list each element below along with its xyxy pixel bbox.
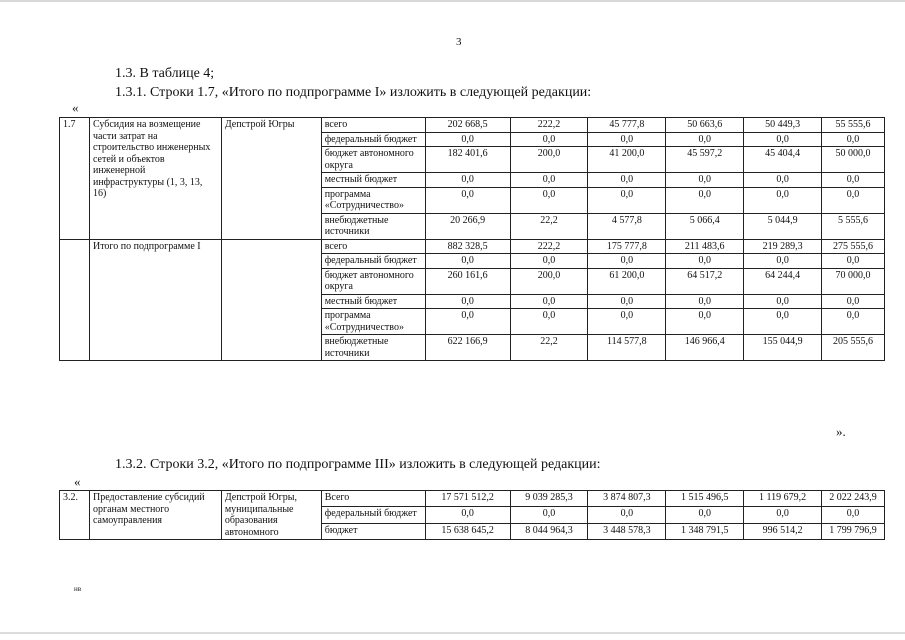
table-subprogram-1 <box>59 117 885 361</box>
amount-cell: 1 348 791,5 <box>666 523 744 539</box>
scan-edge-top <box>0 0 905 2</box>
amount-cell: 55 555,6 <box>822 118 885 133</box>
amount-cell: 0,0 <box>510 294 588 309</box>
funding-source-cell: федеральный бюджет <box>321 132 425 147</box>
funding-source-cell: федеральный бюджет <box>321 254 425 269</box>
amount-cell: 0,0 <box>666 187 744 213</box>
table-row <box>60 491 885 507</box>
amount-cell: 3 448 578,3 <box>588 523 666 539</box>
footer-mark: нв <box>74 585 82 593</box>
amount-cell: 0,0 <box>510 254 588 269</box>
funding-source-cell: всего <box>321 118 425 133</box>
amount-cell: 200,0 <box>510 147 588 173</box>
amount-cell: 146 966,4 <box>666 335 744 361</box>
amount-cell: 64 517,2 <box>666 268 744 294</box>
row-number-cell: 1.7 <box>60 118 90 240</box>
amount-cell: 1 799 796,9 <box>822 523 885 539</box>
page-number: 3 <box>456 36 462 48</box>
table-subprogram-3 <box>59 490 885 540</box>
amount-cell: 0,0 <box>822 187 885 213</box>
amount-cell: 0,0 <box>822 254 885 269</box>
amount-cell: 0,0 <box>666 507 744 523</box>
amount-cell: 202 668,5 <box>425 118 510 133</box>
amount-cell: 70 000,0 <box>822 268 885 294</box>
amount-cell: 200,0 <box>510 268 588 294</box>
funding-source-cell: бюджет <box>321 523 425 539</box>
amount-cell: 0,0 <box>744 187 822 213</box>
amount-cell: 5 066,4 <box>666 213 744 239</box>
amount-cell: 882 328,5 <box>425 239 510 254</box>
amount-cell: 0,0 <box>822 294 885 309</box>
table-row <box>60 239 885 254</box>
amount-cell: 41 200,0 <box>588 147 666 173</box>
funding-source-cell: федеральный бюджет <box>321 507 425 523</box>
amount-cell: 20 266,9 <box>425 213 510 239</box>
amount-cell: 275 555,6 <box>822 239 885 254</box>
executor-cell: Депстрой Югры, муниципальные образования автономного <box>221 491 321 540</box>
amount-cell: 0,0 <box>588 294 666 309</box>
amount-cell: 0,0 <box>588 254 666 269</box>
funding-source-cell: бюджет автономного округа <box>321 268 425 294</box>
amount-cell: 61 200,0 <box>588 268 666 294</box>
amount-cell: 0,0 <box>425 132 510 147</box>
amount-cell: 0,0 <box>666 173 744 188</box>
amount-cell: 17 571 512,2 <box>425 491 510 507</box>
amount-cell: 219 289,3 <box>744 239 822 254</box>
amount-cell: 0,0 <box>822 507 885 523</box>
amount-cell: 622 166,9 <box>425 335 510 361</box>
amount-cell: 2 022 243,9 <box>822 491 885 507</box>
amount-cell: 0,0 <box>744 132 822 147</box>
amount-cell: 0,0 <box>666 254 744 269</box>
funding-source-cell: программа «Сотрудничество» <box>321 309 425 335</box>
amount-cell: 3 874 807,3 <box>588 491 666 507</box>
amount-cell: 45 404,4 <box>744 147 822 173</box>
item-name-cell: Предоставление субсидий органам местного самоуправления <box>89 491 221 540</box>
amount-cell: 0,0 <box>510 309 588 335</box>
item-name-cell: Итого по подпрограмме I <box>89 239 221 361</box>
amount-cell: 205 555,6 <box>822 335 885 361</box>
closing-quote: ». <box>836 424 846 439</box>
table-row <box>60 118 885 133</box>
amount-cell: 1 119 679,2 <box>744 491 822 507</box>
amount-cell: 260 161,6 <box>425 268 510 294</box>
executor-cell <box>221 239 321 361</box>
amount-cell: 5 044,9 <box>744 213 822 239</box>
amount-cell: 45 597,2 <box>666 147 744 173</box>
amount-cell: 0,0 <box>588 507 666 523</box>
scan-edge-bottom <box>0 632 905 634</box>
item-name-cell: Субсидия на возмещение части затрат на строительство инженерных сетей и объектов инженерной инфраструктуры (1, 3, 13, 16) <box>89 118 221 240</box>
funding-source-cell: Всего <box>321 491 425 507</box>
amount-cell: 175 777,8 <box>588 239 666 254</box>
executor-cell: Депстрой Югры <box>221 118 321 240</box>
amount-cell: 0,0 <box>425 294 510 309</box>
funding-source-cell: программа «Сотрудничество» <box>321 187 425 213</box>
amount-cell: 222,2 <box>510 118 588 133</box>
funding-source-cell: местный бюджет <box>321 294 425 309</box>
amount-cell: 0,0 <box>425 187 510 213</box>
amount-cell: 996 514,2 <box>744 523 822 539</box>
amount-cell: 0,0 <box>588 132 666 147</box>
amount-cell: 22,2 <box>510 335 588 361</box>
amount-cell: 0,0 <box>425 173 510 188</box>
funding-source-cell: бюджет автономного округа <box>321 147 425 173</box>
amount-cell: 22,2 <box>510 213 588 239</box>
funding-source-cell: местный бюджет <box>321 173 425 188</box>
heading-section-1-3-2: 1.3.2. Строки 3.2, «Итого по подпрограмме III» изложить в следующей редакции: <box>115 457 601 472</box>
amount-cell: 4 577,8 <box>588 213 666 239</box>
amount-cell: 0,0 <box>425 309 510 335</box>
funding-source-cell: всего <box>321 239 425 254</box>
amount-cell: 64 244,4 <box>744 268 822 294</box>
heading-section-1-3-1: 1.3.1. Строки 1.7, «Итого по подпрограмме I» изложить в следующей редакции: <box>115 85 592 100</box>
amount-cell: 50 449,3 <box>744 118 822 133</box>
opening-quote-1: « <box>72 100 79 115</box>
amount-cell: 0,0 <box>744 173 822 188</box>
amount-cell: 222,2 <box>510 239 588 254</box>
amount-cell: 0,0 <box>744 254 822 269</box>
amount-cell: 0,0 <box>822 309 885 335</box>
amount-cell: 0,0 <box>425 507 510 523</box>
amount-cell: 15 638 645,2 <box>425 523 510 539</box>
amount-cell: 155 044,9 <box>744 335 822 361</box>
amount-cell: 5 555,6 <box>822 213 885 239</box>
amount-cell: 0,0 <box>822 132 885 147</box>
amount-cell: 0,0 <box>510 507 588 523</box>
heading-section-1-3: 1.3. В таблице 4; <box>115 66 215 81</box>
amount-cell: 0,0 <box>510 187 588 213</box>
amount-cell: 0,0 <box>510 132 588 147</box>
amount-cell: 45 777,8 <box>588 118 666 133</box>
funding-source-cell: внебюджетные источники <box>321 335 425 361</box>
amount-cell: 0,0 <box>588 173 666 188</box>
amount-cell: 0,0 <box>425 254 510 269</box>
amount-cell: 0,0 <box>744 309 822 335</box>
amount-cell: 8 044 964,3 <box>510 523 588 539</box>
amount-cell: 0,0 <box>666 132 744 147</box>
amount-cell: 0,0 <box>588 187 666 213</box>
funding-source-cell: внебюджетные источники <box>321 213 425 239</box>
amount-cell: 182 401,6 <box>425 147 510 173</box>
amount-cell: 0,0 <box>822 173 885 188</box>
amount-cell: 114 577,8 <box>588 335 666 361</box>
amount-cell: 0,0 <box>744 507 822 523</box>
amount-cell: 9 039 285,3 <box>510 491 588 507</box>
opening-quote-2: « <box>74 474 81 489</box>
amount-cell: 0,0 <box>510 173 588 188</box>
amount-cell: 50 663,6 <box>666 118 744 133</box>
amount-cell: 0,0 <box>666 309 744 335</box>
amount-cell: 211 483,6 <box>666 239 744 254</box>
row-number-cell <box>60 239 90 361</box>
amount-cell: 50 000,0 <box>822 147 885 173</box>
row-number-cell: 3.2. <box>60 491 90 540</box>
amount-cell: 1 515 496,5 <box>666 491 744 507</box>
amount-cell: 0,0 <box>666 294 744 309</box>
amount-cell: 0,0 <box>744 294 822 309</box>
amount-cell: 0,0 <box>588 309 666 335</box>
